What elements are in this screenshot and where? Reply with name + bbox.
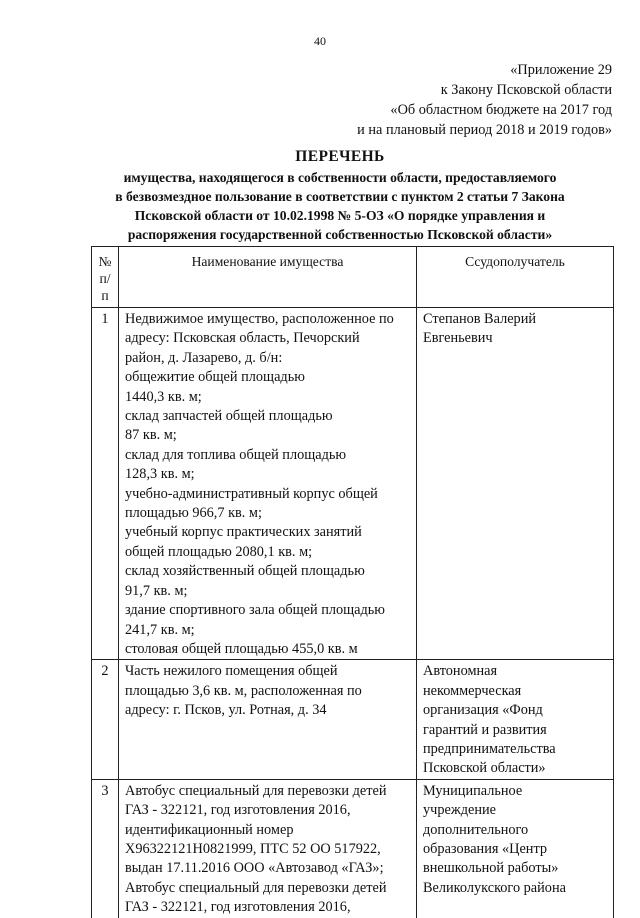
title-subtitle (60, 168, 620, 244)
document-title (60, 148, 620, 244)
title-main: ПЕРЕЧЕНЬ (295, 148, 385, 165)
subtitle-line: имущества, находящегося в собственности области, предоставляемого (123, 170, 557, 185)
table-row (92, 779, 614, 917)
recipient-name: Степанов Валерий Евгеньевич (417, 308, 614, 660)
row-number: 2 (92, 660, 119, 779)
appendix-line: к Закону Псковской области (440, 82, 612, 98)
property-description: Недвижимое имущество, расположенное по адресу: Псковская область, Печорский район, д. Лазарево, д. б/н: общежитие общей площадью 1440,3 кв. м; склад запчастей общей площадью 87 кв. м; склад для топлива общей площадью 128,3 кв. м; учебно-административный корпус общей площадью 966,7 кв. м; учебный корпус практических занятий общей площадью 2080,1 кв. м; склад хозяйственный общей площадью 91,7 кв. м; здание спортивного зала общей площадью 241,7 кв. м; столовая общей площадью 455,0 кв. м (119, 308, 417, 660)
table-header-row (92, 247, 614, 308)
subtitle-line: Псковской области от 10.02.1998 № 5-ОЗ «О порядке управления и (134, 208, 546, 223)
recipient-name: Автономная некоммерческая организация «Фонд гарантий и развития предпринимательства Псковской области» (417, 660, 614, 779)
page-number: 40 (314, 34, 326, 48)
recipient-name: Муниципальное учреждение дополнительного образования «Центр внешкольной работы» Великолукского района (417, 779, 614, 917)
property-table (91, 246, 614, 918)
row-number: 1 (92, 308, 119, 660)
header-recipient: Ссудополучатель (417, 247, 614, 308)
property-description: Часть нежилого помещения общей площадью 3,6 кв. м, расположенная по адресу: г. Псков, ул. Ротная, д. 34 (119, 660, 417, 779)
header-number: № п/п (92, 247, 119, 308)
appendix-line: «Приложение 29 (510, 62, 612, 78)
subtitle-line: распоряжения государственной собственностью Псковской области» (127, 227, 553, 242)
row-number: 3 (92, 779, 119, 917)
table-row (92, 308, 614, 660)
property-description: Автобус специальный для перевозки детей ГАЗ - 322121, год изготовления 2016, идентификационный номер X96322121H0821999, ПТС 52 ОО 517922, выдан 17.11.2016 ООО «Автозавод «ГАЗ»; Автобус специальный для перевозки детей ГАЗ - 322121, год изготовления 2016, (119, 779, 417, 917)
appendix-reference (357, 60, 612, 140)
appendix-line: и на плановый период 2018 и 2019 годов» (357, 122, 612, 138)
table-row (92, 660, 614, 779)
subtitle-line: в безвозмездное пользование в соответствии с пунктом 2 статьи 7 Закона (115, 189, 565, 204)
header-property-name: Наименование имущества (119, 247, 417, 308)
appendix-line: «Об областном бюджете на 2017 год (390, 102, 612, 118)
